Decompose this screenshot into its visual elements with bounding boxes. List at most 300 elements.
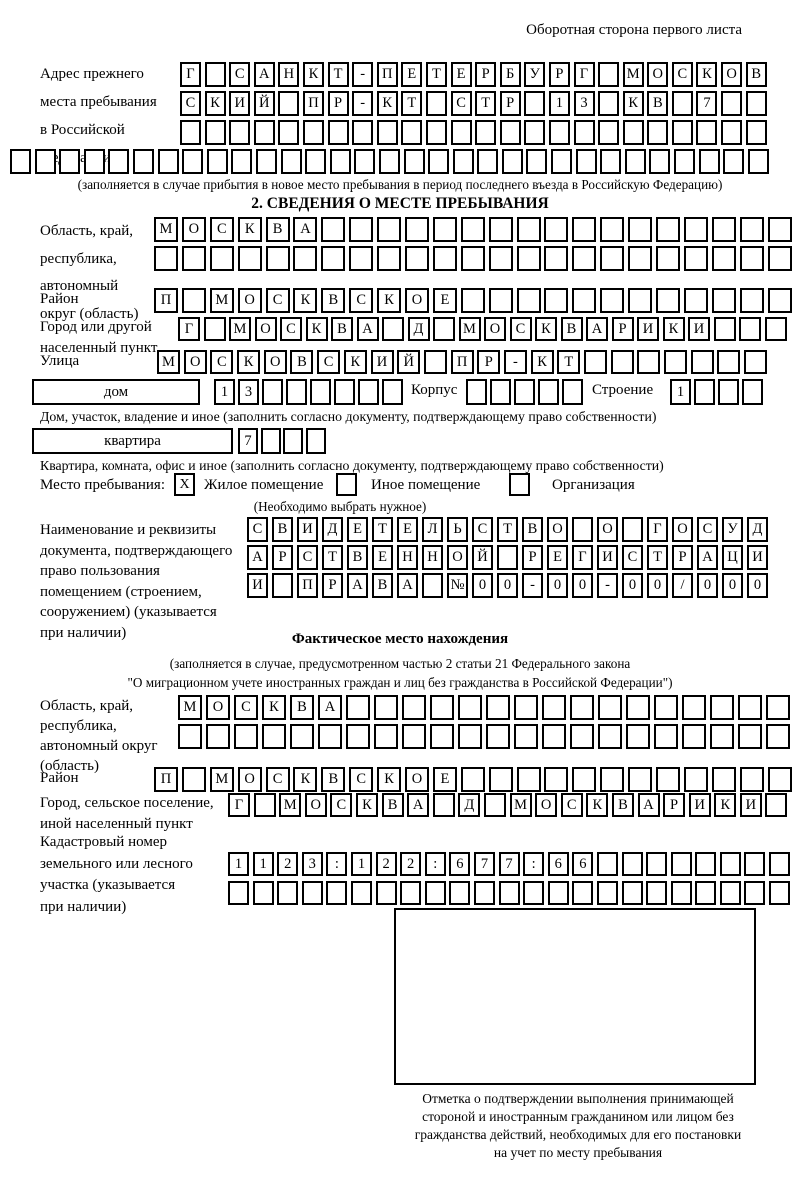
char-cell[interactable]: А — [357, 317, 379, 341]
char-cell[interactable] — [207, 149, 228, 174]
char-cell[interactable] — [544, 288, 568, 313]
char-cell[interactable]: В — [561, 317, 583, 341]
char-cell[interactable] — [656, 288, 680, 313]
char-cell[interactable]: Е — [347, 517, 368, 542]
char-cell[interactable]: Й — [254, 91, 275, 116]
char-cell[interactable] — [514, 724, 538, 749]
char-cell[interactable] — [286, 379, 307, 405]
char-cell[interactable] — [231, 149, 252, 174]
char-cell[interactable]: О — [238, 767, 262, 792]
char-cell[interactable] — [474, 881, 495, 905]
char-cell[interactable]: 6 — [572, 852, 593, 876]
char-cell[interactable] — [572, 217, 596, 242]
char-cell[interactable]: О — [721, 62, 742, 87]
char-cell[interactable] — [723, 149, 744, 174]
char-cell[interactable] — [278, 91, 299, 116]
char-cell[interactable]: С — [561, 793, 583, 817]
char-cell[interactable] — [684, 217, 708, 242]
char-cell[interactable]: С — [234, 695, 258, 720]
char-cell[interactable]: К — [696, 62, 717, 87]
char-cell[interactable] — [699, 149, 720, 174]
char-cell[interactable] — [477, 149, 498, 174]
char-cell[interactable]: В — [266, 217, 290, 242]
char-cell[interactable] — [625, 149, 646, 174]
char-cell[interactable] — [382, 317, 404, 341]
char-cell[interactable] — [664, 350, 687, 374]
char-cell[interactable]: К — [535, 317, 557, 341]
char-cell[interactable]: К — [303, 62, 324, 87]
char-cell[interactable] — [524, 91, 545, 116]
char-cell[interactable] — [710, 695, 734, 720]
char-cell[interactable] — [461, 246, 485, 271]
char-cell[interactable] — [572, 517, 593, 542]
char-cell[interactable] — [720, 852, 741, 876]
char-cell[interactable] — [598, 62, 619, 87]
char-cell[interactable] — [674, 149, 695, 174]
char-cell[interactable] — [405, 217, 429, 242]
char-cell[interactable] — [597, 881, 618, 905]
char-cell[interactable] — [326, 881, 347, 905]
char-cell[interactable]: Т — [475, 91, 496, 116]
char-cell[interactable] — [428, 149, 449, 174]
char-cell[interactable]: Т — [372, 517, 393, 542]
char-cell[interactable]: 1 — [351, 852, 372, 876]
char-cell[interactable] — [283, 428, 303, 454]
char-cell[interactable] — [277, 881, 298, 905]
char-cell[interactable]: С — [349, 288, 373, 313]
char-cell[interactable]: Р — [612, 317, 634, 341]
char-cell[interactable]: С — [210, 350, 233, 374]
char-cell[interactable] — [182, 149, 203, 174]
char-cell[interactable] — [517, 288, 541, 313]
char-cell[interactable]: 0 — [697, 573, 718, 598]
char-cell[interactable] — [377, 217, 401, 242]
char-cell[interactable]: К — [238, 217, 262, 242]
char-cell[interactable] — [497, 545, 518, 570]
char-cell[interactable]: М — [459, 317, 481, 341]
char-cell[interactable] — [696, 120, 717, 145]
char-cell[interactable] — [600, 149, 621, 174]
char-cell[interactable]: С — [266, 767, 290, 792]
char-cell[interactable] — [600, 246, 624, 271]
char-cell[interactable] — [744, 852, 765, 876]
char-cell[interactable] — [290, 724, 314, 749]
char-cell[interactable] — [205, 62, 226, 87]
char-cell[interactable]: К — [531, 350, 554, 374]
char-cell[interactable] — [182, 767, 206, 792]
char-cell[interactable]: К — [714, 793, 736, 817]
char-cell[interactable] — [721, 91, 742, 116]
char-cell[interactable] — [671, 852, 692, 876]
char-cell[interactable]: О — [305, 793, 327, 817]
char-cell[interactable]: К — [377, 288, 401, 313]
char-cell[interactable]: О — [484, 317, 506, 341]
char-cell[interactable]: Т — [322, 545, 343, 570]
char-cell[interactable] — [405, 246, 429, 271]
char-cell[interactable]: И — [297, 517, 318, 542]
char-cell[interactable] — [570, 724, 594, 749]
char-cell[interactable] — [622, 852, 643, 876]
char-cell[interactable] — [10, 149, 31, 174]
char-cell[interactable]: С — [297, 545, 318, 570]
char-cell[interactable]: С — [330, 793, 352, 817]
char-cell[interactable]: Т — [401, 91, 422, 116]
char-cell[interactable] — [647, 120, 668, 145]
char-cell[interactable]: А — [697, 545, 718, 570]
char-cell[interactable] — [451, 120, 472, 145]
char-cell[interactable]: Г — [574, 62, 595, 87]
char-cell[interactable]: В — [522, 517, 543, 542]
char-cell[interactable]: К — [293, 288, 317, 313]
char-cell[interactable] — [466, 379, 487, 405]
char-cell[interactable] — [766, 724, 790, 749]
char-cell[interactable] — [576, 149, 597, 174]
char-cell[interactable]: П — [377, 62, 398, 87]
char-cell[interactable]: С — [510, 317, 532, 341]
char-cell[interactable]: 0 — [747, 573, 768, 598]
char-cell[interactable]: Г — [572, 545, 593, 570]
char-cell[interactable] — [303, 120, 324, 145]
char-cell[interactable]: П — [303, 91, 324, 116]
char-cell[interactable]: Н — [397, 545, 418, 570]
char-cell[interactable] — [461, 288, 485, 313]
char-cell[interactable] — [598, 91, 619, 116]
char-cell[interactable] — [740, 288, 764, 313]
char-cell[interactable]: Е — [433, 767, 457, 792]
char-cell[interactable]: Р — [477, 350, 500, 374]
char-cell[interactable]: Д — [458, 793, 480, 817]
char-cell[interactable]: С — [180, 91, 201, 116]
char-cell[interactable] — [549, 120, 570, 145]
stay-type-checkbox-residential[interactable]: X — [174, 473, 195, 496]
char-cell[interactable] — [182, 246, 206, 271]
char-cell[interactable]: В — [612, 793, 634, 817]
char-cell[interactable] — [425, 881, 446, 905]
char-cell[interactable] — [600, 767, 624, 792]
char-cell[interactable] — [600, 288, 624, 313]
char-cell[interactable]: Р — [475, 62, 496, 87]
char-cell[interactable]: А — [318, 695, 342, 720]
char-cell[interactable]: Г — [228, 793, 250, 817]
char-cell[interactable] — [742, 379, 763, 405]
char-cell[interactable]: 6 — [548, 852, 569, 876]
char-cell[interactable]: И — [597, 545, 618, 570]
char-cell[interactable]: В — [272, 517, 293, 542]
char-cell[interactable]: О — [182, 217, 206, 242]
char-cell[interactable] — [628, 217, 652, 242]
char-cell[interactable]: О — [255, 317, 277, 341]
char-cell[interactable] — [278, 120, 299, 145]
char-cell[interactable] — [254, 793, 276, 817]
char-cell[interactable] — [628, 246, 652, 271]
char-cell[interactable]: 3 — [238, 379, 259, 405]
char-cell[interactable]: Д — [747, 517, 768, 542]
char-cell[interactable] — [544, 767, 568, 792]
char-cell[interactable]: 3 — [574, 91, 595, 116]
char-cell[interactable]: С — [317, 350, 340, 374]
char-cell[interactable] — [210, 246, 234, 271]
char-cell[interactable] — [402, 724, 426, 749]
char-cell[interactable] — [262, 379, 283, 405]
char-cell[interactable]: 1 — [253, 852, 274, 876]
char-cell[interactable] — [622, 881, 643, 905]
char-cell[interactable] — [714, 317, 736, 341]
char-cell[interactable]: К — [344, 350, 367, 374]
char-cell[interactable]: О — [447, 545, 468, 570]
char-cell[interactable] — [637, 350, 660, 374]
char-cell[interactable] — [253, 881, 274, 905]
char-cell[interactable]: 0 — [622, 573, 643, 598]
char-cell[interactable]: : — [523, 852, 544, 876]
char-cell[interactable] — [626, 695, 650, 720]
char-cell[interactable] — [499, 881, 520, 905]
char-cell[interactable] — [572, 288, 596, 313]
char-cell[interactable]: К — [306, 317, 328, 341]
char-cell[interactable]: У — [722, 517, 743, 542]
char-cell[interactable] — [180, 120, 201, 145]
char-cell[interactable]: С — [229, 62, 250, 87]
char-cell[interactable]: Д — [322, 517, 343, 542]
char-cell[interactable] — [684, 246, 708, 271]
char-cell[interactable] — [712, 246, 736, 271]
char-cell[interactable] — [598, 120, 619, 145]
char-cell[interactable]: Й — [397, 350, 420, 374]
char-cell[interactable] — [748, 149, 769, 174]
char-cell[interactable]: К — [377, 91, 398, 116]
char-cell[interactable] — [710, 724, 734, 749]
char-cell[interactable]: В — [347, 545, 368, 570]
char-cell[interactable]: В — [372, 573, 393, 598]
char-cell[interactable]: А — [407, 793, 429, 817]
char-cell[interactable]: О — [597, 517, 618, 542]
char-cell[interactable] — [358, 379, 379, 405]
char-cell[interactable] — [59, 149, 80, 174]
char-cell[interactable] — [523, 881, 544, 905]
char-cell[interactable] — [182, 288, 206, 313]
char-cell[interactable] — [738, 695, 762, 720]
char-cell[interactable]: 7 — [696, 91, 717, 116]
char-cell[interactable]: О — [264, 350, 287, 374]
char-cell[interactable] — [656, 217, 680, 242]
char-cell[interactable] — [204, 317, 226, 341]
char-cell[interactable] — [256, 149, 277, 174]
char-cell[interactable]: С — [280, 317, 302, 341]
char-cell[interactable] — [379, 149, 400, 174]
char-cell[interactable]: Н — [278, 62, 299, 87]
char-cell[interactable] — [489, 217, 513, 242]
char-cell[interactable] — [740, 217, 764, 242]
char-cell[interactable] — [628, 288, 652, 313]
char-cell[interactable] — [228, 881, 249, 905]
char-cell[interactable] — [598, 724, 622, 749]
char-cell[interactable]: С — [266, 288, 290, 313]
char-cell[interactable]: Н — [422, 545, 443, 570]
char-cell[interactable]: В — [331, 317, 353, 341]
char-cell[interactable]: 1 — [214, 379, 235, 405]
char-cell[interactable]: К — [623, 91, 644, 116]
stay-type-checkbox-other[interactable] — [336, 473, 357, 496]
char-cell[interactable]: 1 — [228, 852, 249, 876]
char-cell[interactable]: 0 — [722, 573, 743, 598]
char-cell[interactable]: А — [397, 573, 418, 598]
char-cell[interactable] — [538, 379, 559, 405]
char-cell[interactable] — [574, 120, 595, 145]
char-cell[interactable] — [453, 149, 474, 174]
char-cell[interactable]: 1 — [549, 91, 570, 116]
char-cell[interactable] — [458, 695, 482, 720]
char-cell[interactable] — [656, 246, 680, 271]
char-cell[interactable] — [542, 695, 566, 720]
char-cell[interactable]: Т — [647, 545, 668, 570]
char-cell[interactable] — [646, 852, 667, 876]
char-cell[interactable] — [684, 288, 708, 313]
char-cell[interactable]: И — [371, 350, 394, 374]
char-cell[interactable] — [449, 881, 470, 905]
char-cell[interactable]: О — [184, 350, 207, 374]
char-cell[interactable] — [738, 724, 762, 749]
char-cell[interactable] — [154, 246, 178, 271]
char-cell[interactable] — [266, 246, 290, 271]
char-cell[interactable]: Й — [472, 545, 493, 570]
char-cell[interactable]: В — [647, 91, 668, 116]
char-cell[interactable] — [646, 881, 667, 905]
char-cell[interactable] — [672, 91, 693, 116]
char-cell[interactable] — [430, 724, 454, 749]
char-cell[interactable] — [684, 767, 708, 792]
char-cell[interactable] — [739, 317, 761, 341]
char-cell[interactable]: С — [451, 91, 472, 116]
char-cell[interactable]: Р — [672, 545, 693, 570]
char-cell[interactable]: О — [405, 767, 429, 792]
char-cell[interactable]: - — [352, 62, 373, 87]
char-cell[interactable]: К — [356, 793, 378, 817]
char-cell[interactable]: Б — [500, 62, 521, 87]
char-cell[interactable]: 1 — [670, 379, 691, 405]
char-cell[interactable] — [628, 767, 652, 792]
char-cell[interactable]: Е — [397, 517, 418, 542]
char-cell[interactable] — [572, 246, 596, 271]
char-cell[interactable] — [694, 379, 715, 405]
char-cell[interactable]: Е — [451, 62, 472, 87]
char-cell[interactable]: Ь — [447, 517, 468, 542]
char-cell[interactable] — [349, 246, 373, 271]
char-cell[interactable] — [718, 379, 739, 405]
char-cell[interactable] — [656, 767, 680, 792]
char-cell[interactable] — [334, 379, 355, 405]
char-cell[interactable]: И — [247, 573, 268, 598]
char-cell[interactable] — [261, 428, 281, 454]
char-cell[interactable] — [84, 149, 105, 174]
char-cell[interactable] — [746, 120, 767, 145]
char-cell[interactable] — [461, 767, 485, 792]
char-cell[interactable] — [769, 852, 790, 876]
char-cell[interactable] — [682, 724, 706, 749]
char-cell[interactable]: О — [535, 793, 557, 817]
char-cell[interactable] — [349, 217, 373, 242]
char-cell[interactable]: № — [447, 573, 468, 598]
char-cell[interactable]: К — [377, 767, 401, 792]
char-cell[interactable] — [623, 120, 644, 145]
char-cell[interactable]: И — [747, 545, 768, 570]
char-cell[interactable] — [740, 246, 764, 271]
char-cell[interactable] — [382, 379, 403, 405]
char-cell[interactable]: А — [254, 62, 275, 87]
char-cell[interactable]: Р — [272, 545, 293, 570]
char-cell[interactable] — [310, 379, 331, 405]
char-cell[interactable] — [600, 217, 624, 242]
char-cell[interactable]: С — [697, 517, 718, 542]
char-cell[interactable] — [433, 246, 457, 271]
char-cell[interactable] — [526, 149, 547, 174]
char-cell[interactable] — [305, 149, 326, 174]
char-cell[interactable] — [548, 881, 569, 905]
char-cell[interactable] — [517, 767, 541, 792]
char-cell[interactable] — [517, 217, 541, 242]
char-cell[interactable]: 7 — [238, 428, 258, 454]
char-cell[interactable] — [717, 350, 740, 374]
char-cell[interactable] — [433, 217, 457, 242]
char-cell[interactable] — [475, 120, 496, 145]
char-cell[interactable]: И — [688, 317, 710, 341]
char-cell[interactable] — [584, 350, 607, 374]
char-cell[interactable] — [672, 120, 693, 145]
char-cell[interactable] — [272, 573, 293, 598]
char-cell[interactable] — [490, 379, 511, 405]
char-cell[interactable]: 0 — [547, 573, 568, 598]
char-cell[interactable]: В — [290, 695, 314, 720]
char-cell[interactable]: Д — [408, 317, 430, 341]
char-cell[interactable]: 0 — [497, 573, 518, 598]
char-cell[interactable]: С — [210, 217, 234, 242]
char-cell[interactable]: П — [154, 767, 178, 792]
char-cell[interactable]: 7 — [474, 852, 495, 876]
char-cell[interactable] — [486, 724, 510, 749]
char-cell[interactable] — [377, 120, 398, 145]
char-cell[interactable]: К — [293, 767, 317, 792]
char-cell[interactable]: Е — [401, 62, 422, 87]
char-cell[interactable]: В — [382, 793, 404, 817]
char-cell[interactable] — [489, 288, 513, 313]
char-cell[interactable] — [424, 350, 447, 374]
char-cell[interactable]: М — [279, 793, 301, 817]
char-cell[interactable] — [551, 149, 572, 174]
char-cell[interactable]: К — [237, 350, 260, 374]
char-cell[interactable] — [712, 288, 736, 313]
char-cell[interactable]: Е — [372, 545, 393, 570]
char-cell[interactable] — [720, 881, 741, 905]
char-cell[interactable] — [611, 350, 634, 374]
char-cell[interactable]: Г — [178, 317, 200, 341]
char-cell[interactable] — [281, 149, 302, 174]
char-cell[interactable] — [597, 852, 618, 876]
char-cell[interactable]: Р — [549, 62, 570, 87]
char-cell[interactable] — [562, 379, 583, 405]
char-cell[interactable] — [238, 246, 262, 271]
char-cell[interactable]: О — [238, 288, 262, 313]
char-cell[interactable] — [691, 350, 714, 374]
char-cell[interactable]: И — [740, 793, 762, 817]
char-cell[interactable] — [229, 120, 250, 145]
char-cell[interactable] — [768, 288, 792, 313]
char-cell[interactable] — [158, 149, 179, 174]
char-cell[interactable] — [544, 246, 568, 271]
char-cell[interactable]: М — [623, 62, 644, 87]
char-cell[interactable] — [35, 149, 56, 174]
char-cell[interactable]: 0 — [647, 573, 668, 598]
char-cell[interactable] — [712, 767, 736, 792]
char-cell[interactable] — [695, 852, 716, 876]
char-cell[interactable]: 0 — [572, 573, 593, 598]
